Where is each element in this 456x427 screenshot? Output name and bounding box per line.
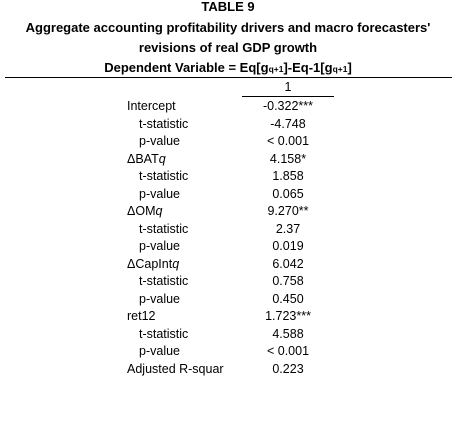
table-row: p-value 0.019 — [139, 239, 304, 253]
table-row: t-statistic 2.37 — [139, 221, 301, 236]
table-title-line1: Aggregate accounting profitability drivers and macro forecasters' — [25, 20, 431, 35]
table-row: Adjusted R-squar 0.223 — [127, 361, 304, 376]
table-row: p-value < 0.001 — [139, 344, 310, 358]
column-header-row — [0, 79, 456, 96]
table-title-line2: revisions of real GDP growth — [138, 40, 318, 55]
table-row: ΔCapIntq 6.042 — [127, 256, 304, 271]
table-row: t-statistic 1.858 — [139, 169, 304, 183]
table-row: ret12 1.723*** — [127, 309, 311, 323]
top-rule — [5, 77, 452, 78]
column-header-rule — [242, 96, 334, 97]
table-number: TABLE 9 — [201, 0, 255, 14]
table-row: ΔOMq 9.270** — [127, 204, 309, 218]
table-row: p-value 0.065 — [139, 186, 304, 201]
column-header: 1 — [284, 80, 292, 94]
table-row: ΔBATq 4.158* — [127, 151, 307, 166]
table-row: t-statistic 0.758 — [139, 274, 304, 288]
table-row: p-value < 0.001 — [139, 134, 310, 148]
table-row: t-statistic -4.748 — [139, 116, 306, 131]
table-row: p-value 0.450 — [139, 291, 304, 306]
dependent-variable: Dependent Variable = Eq[gq+1]-Eq-1[gq+1] — [104, 60, 352, 75]
table-row: t-statistic 4.588 — [139, 326, 304, 341]
table-row: Intercept -0.322*** — [127, 99, 314, 113]
